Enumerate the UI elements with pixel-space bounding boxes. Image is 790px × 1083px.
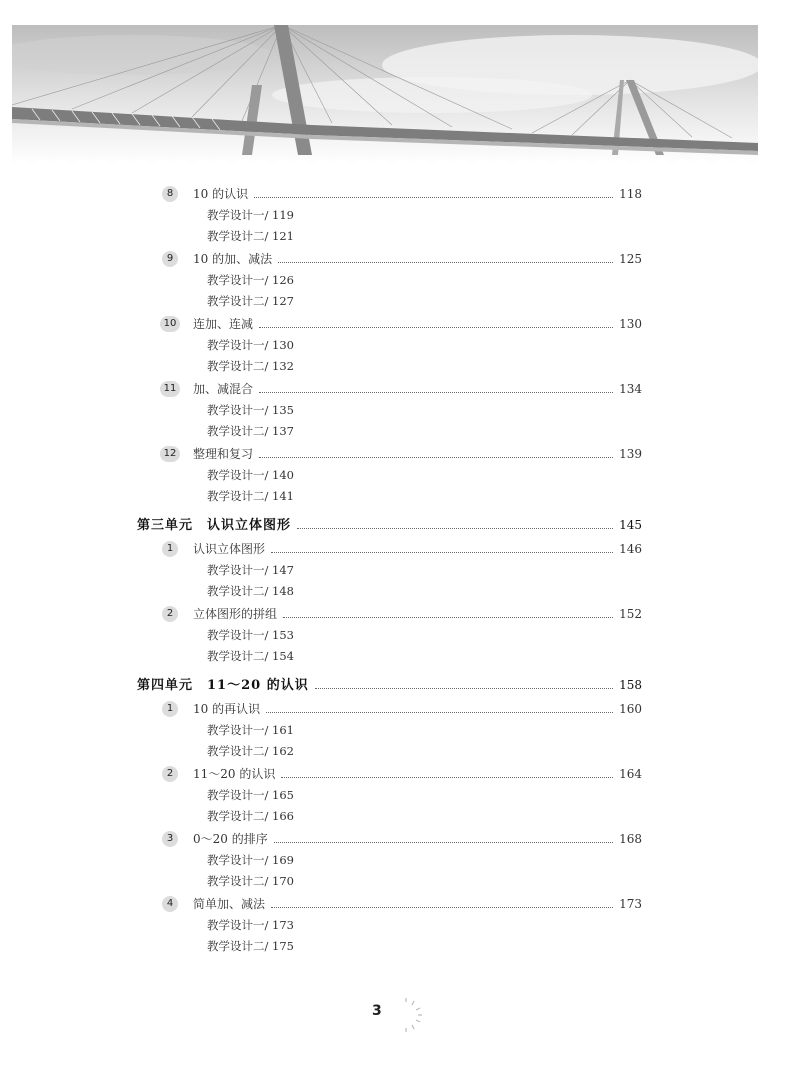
toc-sub-entry[interactable]: 教学设计二/ 148: [207, 584, 294, 598]
toc-section-entry[interactable]: [0, 699, 790, 719]
dot-leader: [259, 314, 613, 328]
toc-sub-entry[interactable]: 教学设计二/ 141: [207, 489, 294, 503]
toc-sub-entry[interactable]: 教学设计一/ 173: [207, 918, 294, 932]
toc-sub-entry[interactable]: 教学设计二/ 175: [207, 939, 294, 953]
toc-section-entry[interactable]: [0, 539, 790, 559]
section-page: 152: [619, 607, 642, 621]
toc-section-entry[interactable]: [0, 314, 790, 334]
toc-sub-entry[interactable]: 教学设计一/ 165: [207, 788, 294, 802]
toc-sub-entry[interactable]: 教学设计一/ 135: [207, 403, 294, 417]
section-page: 164: [619, 767, 642, 781]
dot-leader: [315, 675, 613, 689]
dot-leader: [266, 699, 613, 713]
section-number-badge: 8: [162, 186, 178, 202]
toc-section-entry[interactable]: [0, 894, 790, 914]
section-title: 连加、连减: [193, 317, 254, 331]
toc-sub-entry[interactable]: 教学设计一/ 161: [207, 723, 294, 737]
toc-sub-entry[interactable]: 教学设计一/ 147: [207, 563, 294, 577]
section-title: 整理和复习: [193, 447, 254, 461]
section-number-badge: 10: [160, 316, 180, 332]
toc-sub-entry[interactable]: 教学设计二/ 166: [207, 809, 294, 823]
toc-sub-entry[interactable]: 教学设计二/ 170: [207, 874, 294, 888]
section-page: 146: [619, 542, 642, 556]
dot-leader: [281, 764, 613, 778]
toc-section-entry[interactable]: [0, 444, 790, 464]
section-page: 134: [619, 382, 642, 396]
section-number-badge: 12: [160, 446, 180, 462]
section-title: 认识立体图形: [193, 542, 266, 556]
toc-unit-entry[interactable]: [0, 515, 790, 535]
section-number-badge: 1: [162, 541, 178, 557]
dot-leader: [278, 249, 613, 263]
unit-title: 第三单元 认识立体图形: [137, 518, 292, 533]
section-page: 125: [619, 252, 642, 266]
section-number-badge: 2: [162, 766, 178, 782]
toc-sub-entry[interactable]: 教学设计一/ 153: [207, 628, 294, 642]
section-page: 173: [619, 897, 642, 911]
toc-section-entry[interactable]: [0, 379, 790, 399]
toc-section-entry[interactable]: [0, 184, 790, 204]
unit-page: 158: [619, 678, 642, 692]
section-number-badge: 1: [162, 701, 178, 717]
section-number-badge: 9: [162, 251, 178, 267]
section-page: 130: [619, 317, 642, 331]
section-title: 10 的再认识: [193, 702, 261, 716]
dot-leader: [254, 184, 613, 198]
section-number-badge: 2: [162, 606, 178, 622]
section-title: 立体图形的拼组: [193, 607, 278, 621]
dot-leader: [283, 604, 613, 618]
section-page: 160: [619, 702, 642, 716]
toc-sub-entry[interactable]: 教学设计二/ 121: [207, 229, 294, 243]
section-page: 118: [619, 187, 642, 201]
dot-leader: [297, 515, 613, 529]
section-page: 168: [619, 832, 642, 846]
unit-title: 第四单元 11～20 的认识: [137, 678, 309, 693]
toc-section-entry[interactable]: [0, 604, 790, 624]
toc-section-entry[interactable]: [0, 249, 790, 269]
toc-sub-entry[interactable]: 教学设计二/ 154: [207, 649, 294, 663]
section-title: 加、减混合: [193, 382, 254, 396]
section-title: 11～20 的认识: [193, 767, 276, 781]
toc-sub-entry[interactable]: 教学设计一/ 169: [207, 853, 294, 867]
toc-sub-entry[interactable]: 教学设计一/ 119: [207, 208, 294, 222]
toc-sub-entry[interactable]: 教学设计二/ 132: [207, 359, 294, 373]
toc-section-entry[interactable]: [0, 764, 790, 784]
unit-page: 145: [619, 518, 642, 532]
section-title: 10 的认识: [193, 187, 249, 201]
toc-unit-entry[interactable]: [0, 675, 790, 695]
section-page: 139: [619, 447, 642, 461]
page-number: 3: [372, 1003, 382, 1019]
section-number-badge: 3: [162, 831, 178, 847]
dot-leader: [271, 539, 613, 553]
toc-section-entry[interactable]: [0, 829, 790, 849]
section-title: 10 的加、减法: [193, 252, 273, 266]
dot-leader: [274, 829, 613, 843]
section-number-badge: 11: [160, 381, 180, 397]
section-number-badge: 4: [162, 896, 178, 912]
toc-sub-entry[interactable]: 教学设计二/ 162: [207, 744, 294, 758]
section-title: 0～20 的排序: [193, 832, 268, 846]
toc-sub-entry[interactable]: 教学设计一/ 126: [207, 273, 294, 287]
dot-leader: [259, 379, 613, 393]
dot-leader: [259, 444, 613, 458]
section-title: 简单加、减法: [193, 897, 266, 911]
toc-sub-entry[interactable]: 教学设计二/ 137: [207, 424, 294, 438]
toc-sub-entry[interactable]: 教学设计二/ 127: [207, 294, 294, 308]
toc-sub-entry[interactable]: 教学设计一/ 130: [207, 338, 294, 352]
toc-sub-entry[interactable]: 教学设计一/ 140: [207, 468, 294, 482]
bridge-banner-image: [12, 25, 758, 165]
dot-leader: [271, 894, 613, 908]
